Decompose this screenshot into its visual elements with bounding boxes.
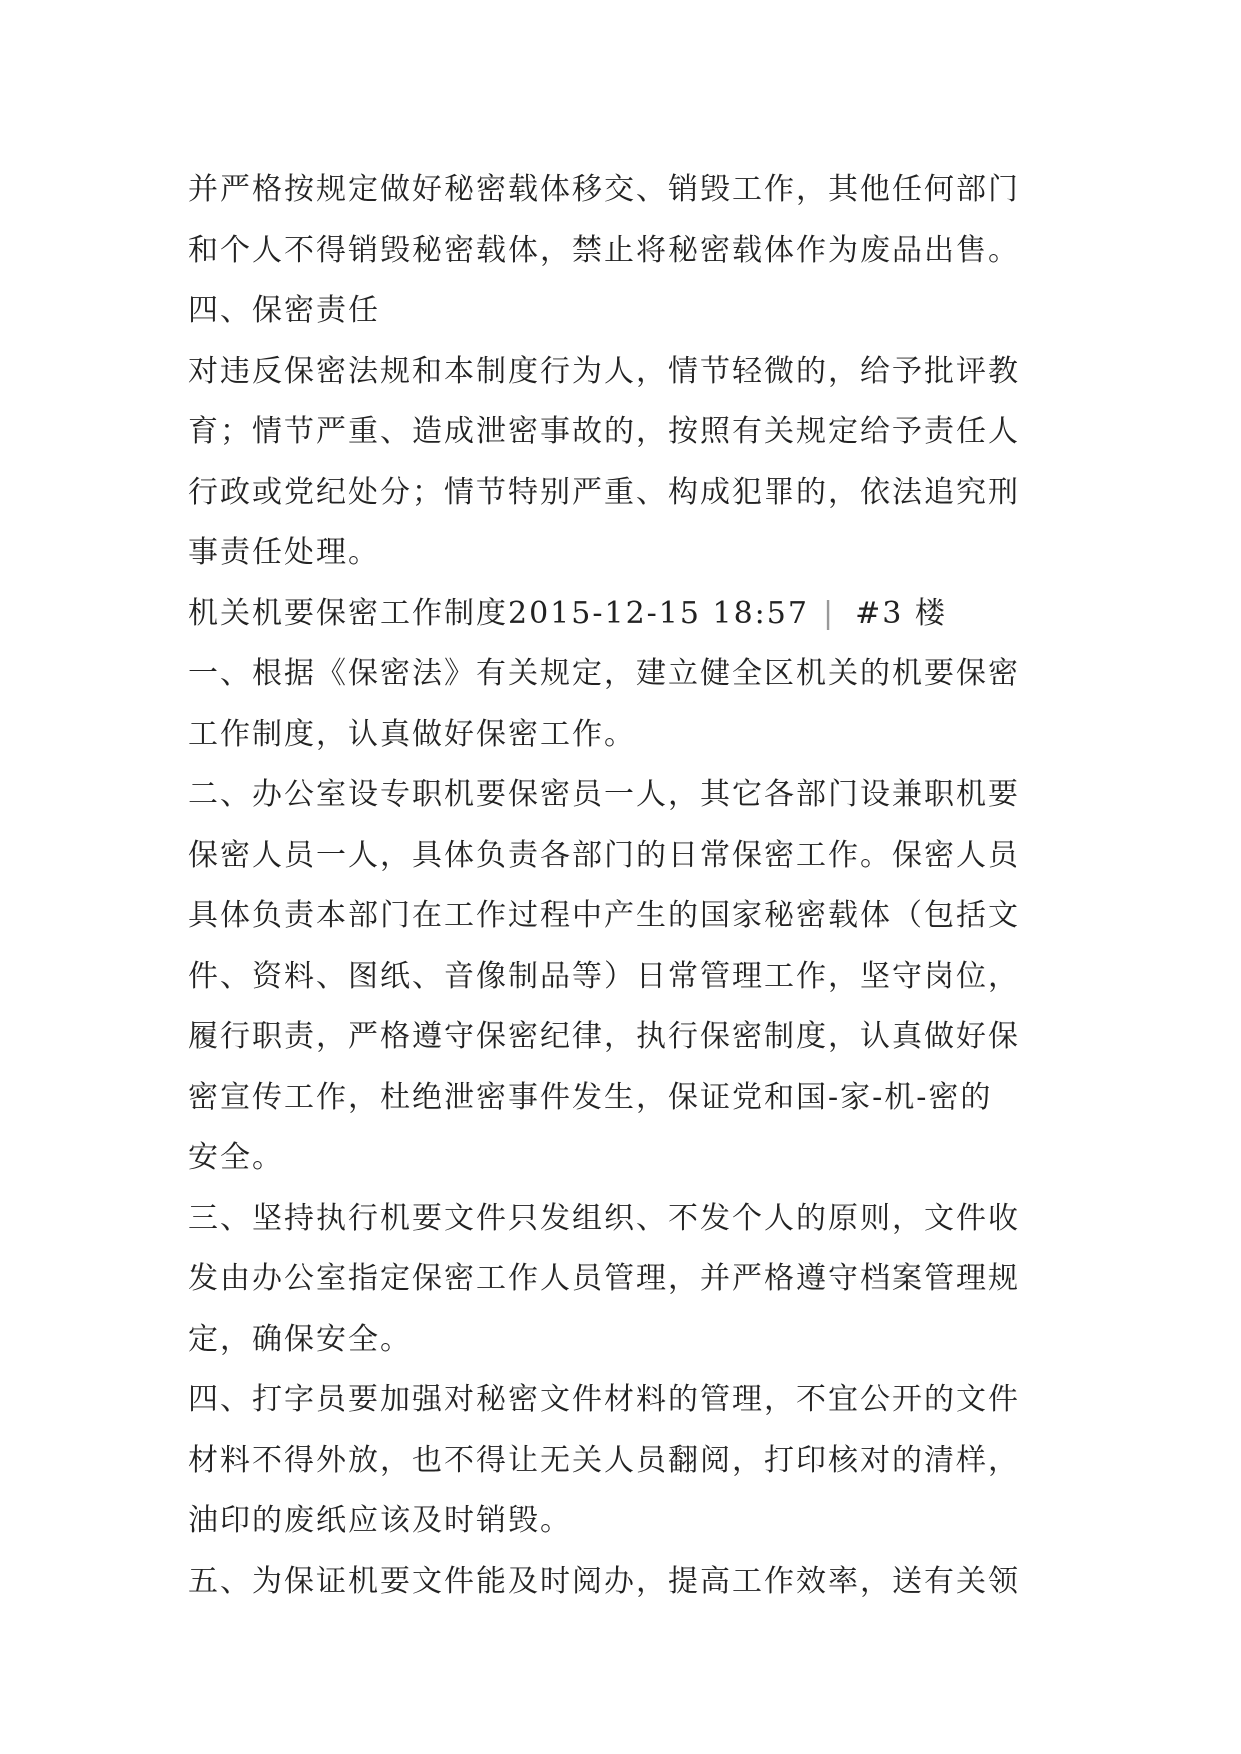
text-line: 安全。 [188, 1140, 284, 1175]
text-line: 保密人员一人，具体负责各部门的日常保密工作。保密人员 [188, 837, 1020, 873]
text-line: 件、资料、图纸、音像制品等）日常管理工作，坚守岗位， [188, 958, 1020, 994]
document-body [188, 160, 1088, 1612]
section-heading: 四、保密责任 [188, 293, 380, 328]
text-line: 事责任处理。 [188, 535, 380, 570]
text-line: 并严格按规定做好秘密载体移交、销毁工作，其他任何部门 [188, 172, 1020, 207]
text-line: 育；情节严重、造成泄密事故的，按照有关规定给予责任人 [188, 414, 1020, 449]
text-line: 具体负责本部门在工作过程中产生的国家秘密载体（包括文 [188, 898, 1020, 933]
text-line: 五、为保证机要文件能及时阅办，提高工作效率，送有关领 [188, 1563, 1020, 1599]
text-line: 三、坚持执行机要文件只发组织、不发个人的原则，文件收 [188, 1200, 1020, 1236]
post-header [188, 584, 1088, 645]
text-line: 油印的废纸应该及时销毁。 [188, 1503, 572, 1538]
text-line: 和个人不得销毁秘密载体，禁止将秘密载体作为废品出售。 [188, 232, 1020, 268]
post-separator: | [822, 595, 836, 631]
post-floor-number: #3 楼 [855, 595, 947, 631]
text-line: 一、根据《保密法》有关规定，建立健全区机关的机要保密 [188, 656, 1020, 691]
text-line: 定，确保安全。 [188, 1321, 412, 1357]
post-title: 机关机要保密工作制度 [188, 595, 508, 631]
post-timestamp: 2015-12-15 18:57 [508, 595, 809, 631]
text-line: 工作制度，认真做好保密工作。 [188, 716, 636, 752]
text-line: 四、打字员要加强对秘密文件材料的管理，不宜公开的文件 [188, 1382, 1020, 1417]
text-line: 履行职责，严格遵守保密纪律，执行保密制度，认真做好保 [188, 1019, 1020, 1054]
text-line: 二、办公室设专职机要保密员一人，其它各部门设兼职机要 [188, 777, 1020, 812]
text-line: 发由办公室指定保密工作人员管理，并严格遵守档案管理规 [188, 1261, 1020, 1296]
text-line: 材料不得外放，也不得让无关人员翻阅，打印核对的清样， [188, 1442, 1020, 1478]
text-line: 行政或党纪处分；情节特别严重、构成犯罪的，依法追究刑 [188, 474, 1020, 510]
text-line: 对违反保密法规和本制度行为人，情节轻微的，给予批评教 [188, 353, 1020, 389]
text-line: 密宣传工作，杜绝泄密事件发生，保证党和国-家-机-密的 [188, 1079, 993, 1115]
